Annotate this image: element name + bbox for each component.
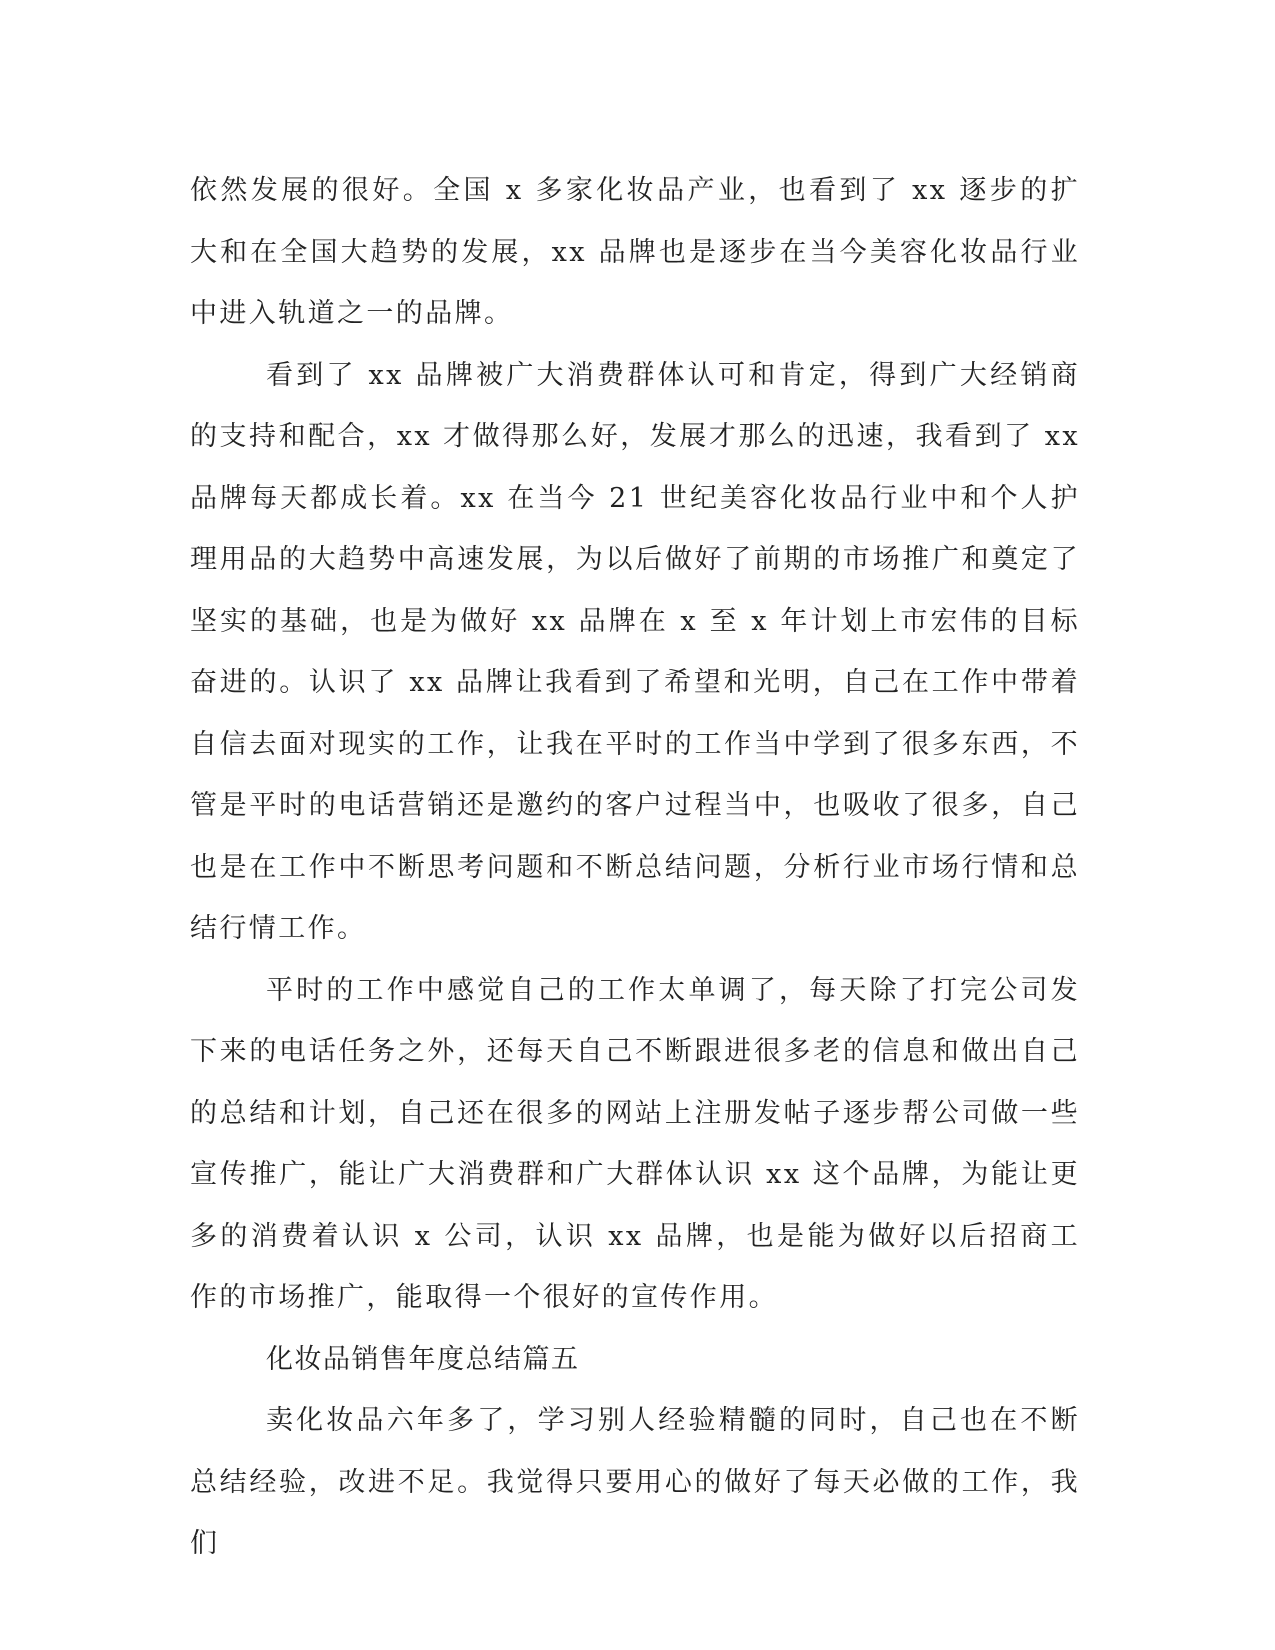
paragraph-2: 看到了 xx 品牌被广大消费群体认可和肯定，得到广大经销商的支持和配合，xx 才做得那么好，发展才那么的迅速，我看到了 xx 品牌每天都成长着。xx 在当今 21 世纪美容化妆品行业中和个人护理用品的大趋势中高速发展，为以后做好了前期的市场推广和奠定了坚实的基础，也是为做好 xx 品牌在 x 至 x 年计划上市宏伟的目标奋进的。认识了 xx 品牌让我看到了希望和光明，自己在工作中带着自信去面对现实的工作，让我在平时的工作当中学到了很多东西，不管是平时的电话营销还是邀约的客户过程当中，也吸收了很多，自己也是在工作中不断思考问题和不断总结问题，分析行业市场行情和总结行情工作。 <box>190 359 1080 944</box>
section-heading: 化妆品销售年度总结篇五 <box>266 1343 580 1375</box>
document-body <box>190 160 1080 1575</box>
paragraph-3: 平时的工作中感觉自己的工作太单调了，每天除了打完公司发下来的电话任务之外，还每天自己不断跟进很多老的信息和做出自己的总结和计划，自己还在很多的网站上注册发帖子逐步帮公司做一些宣传推广，能让广大消费群和广大群体认识 xx 这个品牌，为能让更多的消费着认识 x 公司，认识 xx 品牌，也是能为做好以后招商工作的市场推广，能取得一个很好的宣传作用。 <box>190 974 1080 1313</box>
paragraph-4: 卖化妆品六年多了，学习别人经验精髓的同时，自己也在不断总结经验，改进不足。我觉得只要用心的做好了每天必做的工作，我们 <box>190 1405 1080 1559</box>
paragraph-1: 依然发展的很好。全国 x 多家化妆品产业，也看到了 xx 逐步的扩大和在全国大趋势的发展，xx 品牌也是逐步在当今美容化妆品行业中进入轨道之一的品牌。 <box>190 175 1080 329</box>
